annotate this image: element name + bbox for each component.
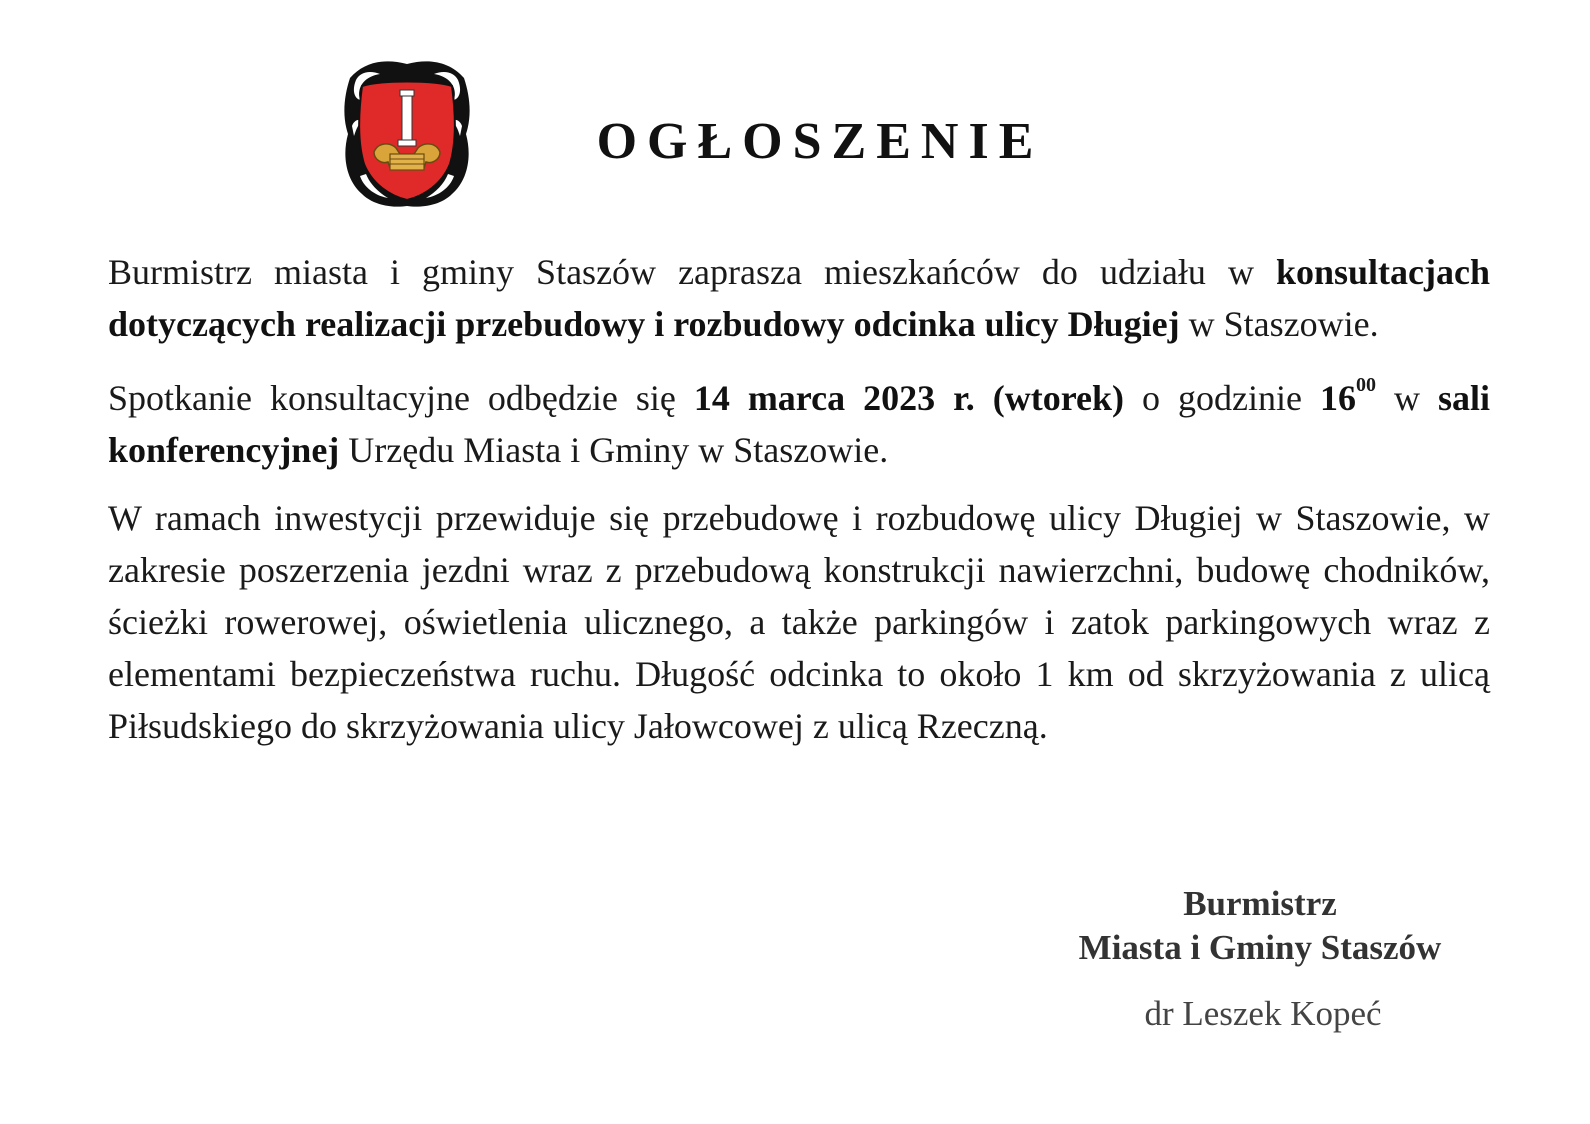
signature-title: Burmistrz — [1183, 884, 1337, 923]
meeting-date: 14 marca 2023 r. (wtorek) — [693, 378, 1125, 418]
meeting-text-start: Spotkanie konsultacyjne odbędzie się — [108, 378, 694, 418]
consultation-subject: konsultacjach dotyczących realizacji przebudowy i rozbudowy odcinka ulicy Długiej — [108, 252, 1490, 344]
invitation-text-end: w Staszowie. — [1179, 304, 1379, 344]
meeting-place-prefix: w — [1376, 378, 1438, 418]
investment-description: W ramach inwestycji przewiduje się przebudowę i rozbudowę ulicy Długiej w Staszowie, w zakresie poszerzenia jezdni wraz z przebudową konstrukcji nawierzchni, budowę chodników, ścieżki rowerowej, oświetlenia ulicznego, a także parkingów i zatok parkingowych wraz z elementami bezpieczeństwa ruchu. Długość odcinka to około 1 km od skrzyżowania z ulicą Piłsudskiego do skrzyżowania ulicy Jałowcowej z ulicą Rzeczną. — [108, 498, 1490, 746]
invitation-paragraph — [108, 246, 1490, 350]
staszow-coat-of-arms-icon — [340, 56, 474, 210]
invitation-text-start: Burmistrz miasta i gminy Staszów zaprasza mieszkańców do udziału w — [108, 252, 1276, 292]
signature-office: Miasta i Gminy Staszów — [1078, 928, 1442, 967]
meeting-time-label: o godzinie — [1124, 378, 1320, 418]
announcement-title: OGŁOSZENIE — [596, 113, 1044, 170]
announcement-body — [108, 246, 1490, 752]
meeting-hour: 16 — [1320, 378, 1356, 418]
meeting-room: sali konferencyjnej — [108, 378, 1490, 470]
signature-block — [1040, 882, 1480, 1036]
meeting-paragraph — [108, 372, 1490, 476]
meeting-minutes: 00 — [1356, 374, 1376, 396]
signature-name: dr Leszek Kopeć — [1144, 994, 1382, 1033]
meeting-place-rest: Urzędu Miasta i Gminy w Staszowie. — [339, 430, 889, 470]
